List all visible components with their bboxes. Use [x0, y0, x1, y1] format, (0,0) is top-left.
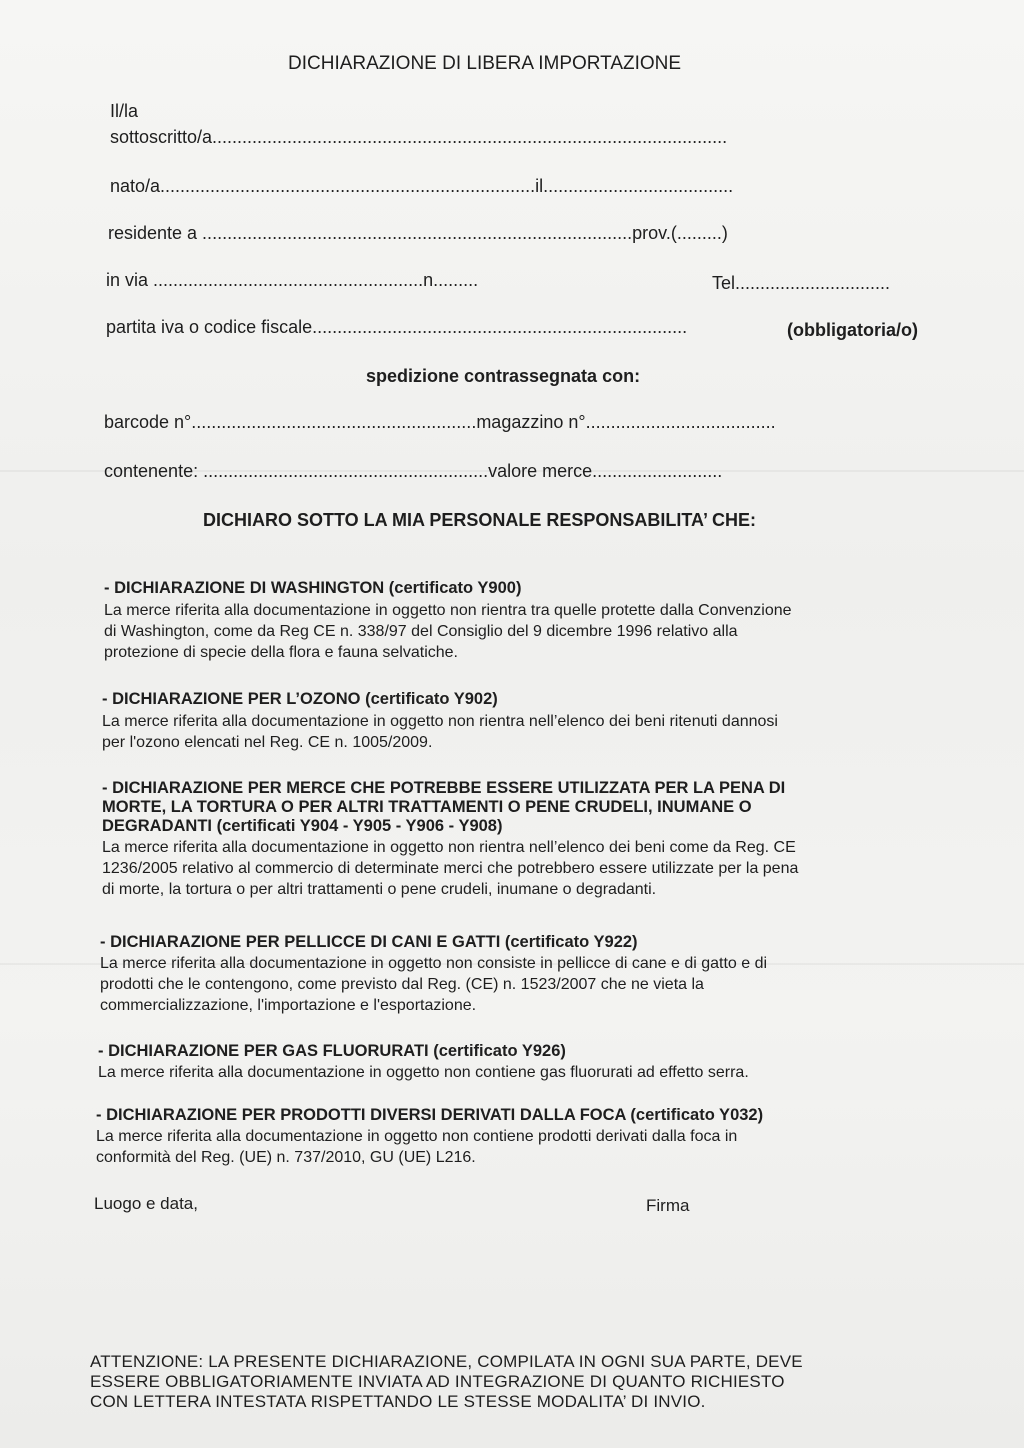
attention-note: [90, 1352, 803, 1412]
section-body-line: La merce riferita alla documentazione in oggetto non rientra nell’elenco dei beni come da Reg. CE: [102, 839, 796, 856]
section-body-line: per l'ozono elencati nel Reg. CE n. 1005/2009.: [102, 734, 433, 751]
section-gas-fluorurati: [98, 1042, 749, 1083]
section-washington: [104, 579, 792, 663]
section-pellicce: [100, 933, 767, 1016]
field-nato: nato/a...........................................................................il......................................: [110, 176, 734, 196]
section-cert: (certificato Y900): [388, 579, 522, 597]
attention-line: ATTENZIONE: LA PRESENTE DICHIARAZIONE, COMPILATA IN OGNI SUA PARTE, DEVE: [90, 1352, 803, 1371]
firma-label: Firma: [646, 1196, 690, 1215]
section-pena-di-morte: [102, 779, 798, 900]
field-partita-iva-note: (obbligatoria/o): [787, 320, 918, 340]
section-body-line: conformità del Reg. (UE) n. 737/2010, GU (UE) L216.: [96, 1149, 476, 1166]
section-title: - DICHIARAZIONE PER PELLICCE DI CANI E GATTI: [100, 933, 505, 951]
section-title: DEGRADANTI: [102, 817, 217, 835]
field-in-via: in via ......................................................n.........: [106, 270, 479, 290]
field-partita-iva: partita iva o codice fiscale...........................................................................: [106, 317, 688, 337]
declaration-heading: DICHIARO SOTTO LA MIA PERSONALE RESPONSABILITA’ CHE:: [203, 510, 757, 530]
field-contenente: contenente: .........................................................valore merce..........................: [104, 461, 723, 481]
section-body-line: La merce riferita alla documentazione in oggetto non contiene prodotti derivati dalla foca in: [96, 1128, 738, 1145]
section-cert: (certificato Y032): [630, 1106, 764, 1124]
attention-line: ESSERE OBBLIGATORIAMENTE INVIATA AD INTEGRAZIONE DI QUANTO RICHIESTO: [90, 1372, 785, 1391]
section-cert: (certificati Y904 - Y905 - Y906 - Y908): [216, 817, 503, 835]
section-body-line: 1236/2005 relativo al commercio di determinate merci che potrebbero essere utilizzate per la pena: [102, 860, 799, 877]
section-title: - DICHIARAZIONE DI WASHINGTON: [104, 579, 389, 597]
attention-line: CON LETTERA INTESTATA RISPETTANDO LE STESSE MODALITA’ DI INVIO.: [90, 1392, 706, 1411]
field-tel: Tel...............................: [712, 273, 891, 293]
section-body-line: di Washington, come da Reg CE n. 338/97 del Consiglio del 9 dicembre 1996 relativo alla: [104, 623, 738, 640]
field-sottoscritto: sottoscritto/a.......................................................................................................: [110, 127, 728, 147]
section-body-line: La merce riferita alla documentazione in oggetto non rientra tra quelle protette dalla Convenzione: [104, 602, 792, 619]
section-body-line: di morte, la tortura o per altri trattamenti o pene crudeli, inumane o degradanti.: [102, 881, 657, 898]
section-body-line: prodotti che le contengono, come previsto dal Reg. (CE) n. 1523/2007 che ne vieta la: [100, 976, 704, 993]
document-title: DICHIARAZIONE DI LIBERA IMPORTAZIONE: [288, 53, 682, 74]
section-cert: (certificato Y922): [504, 933, 638, 951]
spedizione-heading: spedizione contrassegnata con:: [366, 366, 641, 386]
section-title: - DICHIARAZIONE PER L’OZONO: [102, 690, 366, 708]
section-title: MORTE, LA TORTURA O PER ALTRI TRATTAMENTI O PENE CRUDELI, INUMANE O: [102, 798, 752, 816]
field-barcode: barcode n°.........................................................magazzino n°......................................: [104, 412, 776, 432]
section-title: - DICHIARAZIONE PER PRODOTTI DIVERSI DERIVATI DALLA FOCA: [96, 1106, 631, 1124]
section-body-line: protezione di specie della flora e fauna selvatiche.: [104, 644, 458, 661]
section-body-line: La merce riferita alla documentazione in oggetto non rientra nell’elenco dei beni ritenuti dannosi: [102, 713, 778, 730]
section-ozono: [102, 690, 778, 753]
section-title: - DICHIARAZIONE PER GAS FLUORURATI: [98, 1042, 434, 1060]
section-body-line: La merce riferita alla documentazione in oggetto non consiste in pellicce di cane e di gatto e di: [100, 955, 768, 972]
section-foca: [96, 1106, 763, 1168]
field-il-la: Il/la: [110, 101, 139, 121]
section-body-line: La merce riferita alla documentazione in oggetto non contiene gas fluorurati ad effetto serra.: [98, 1064, 749, 1081]
section-cert: (certificato Y902): [365, 690, 498, 708]
luogo-data-label: Luogo e data,: [94, 1194, 198, 1213]
section-title: - DICHIARAZIONE PER MERCE CHE POTREBBE ESSERE UTILIZZATA PER LA PENA DI: [102, 779, 786, 797]
field-residente: residente a ......................................................................................prov.(.........): [108, 223, 728, 243]
section-body-line: commercializzazione, l'importazione e l'esportazione.: [100, 997, 477, 1014]
section-cert: (certificato Y926): [433, 1042, 566, 1060]
